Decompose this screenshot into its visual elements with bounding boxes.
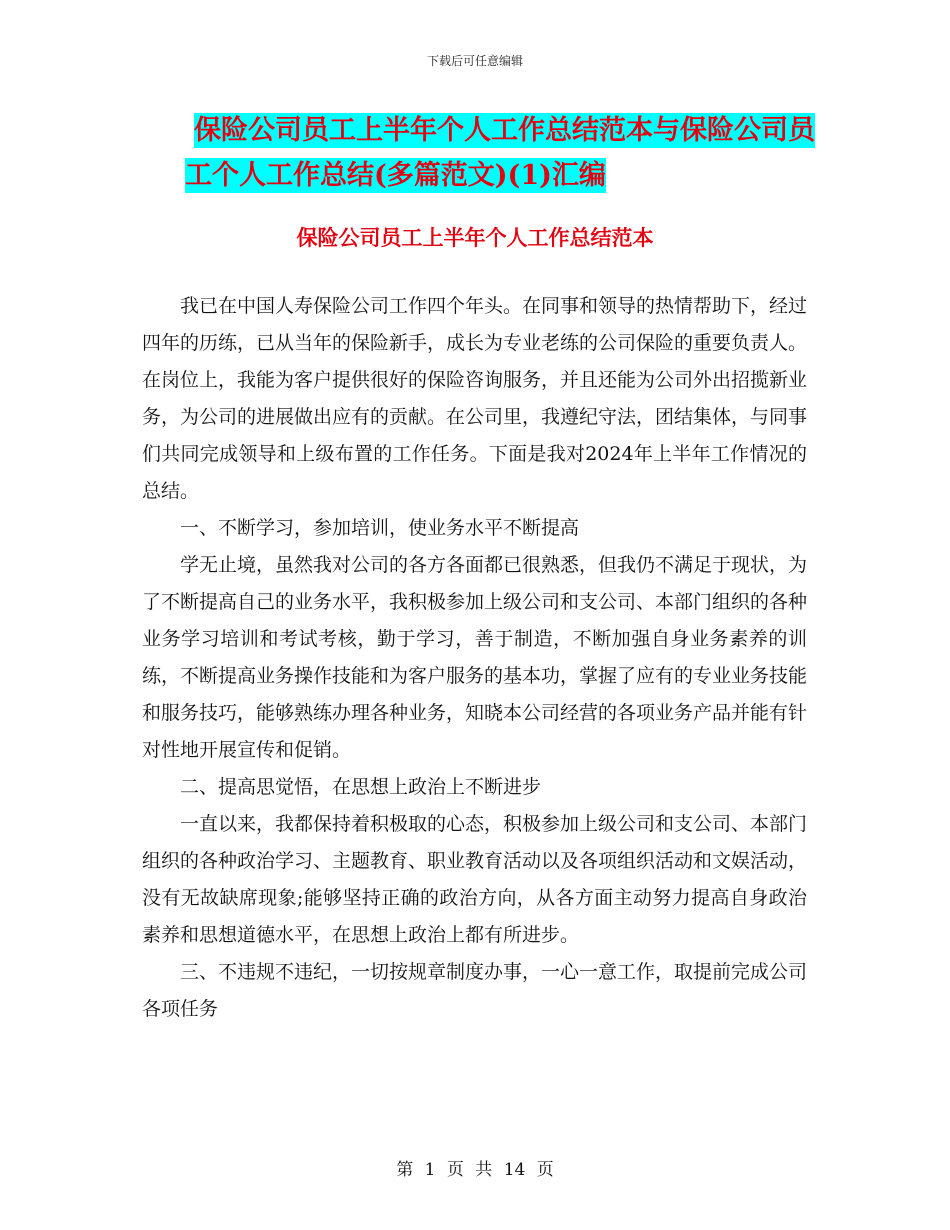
body-text [142, 288, 807, 1028]
header-note: 下载后可任意编辑 [426, 54, 523, 68]
paragraph: 一、不断学习，参加培训，使业务水平不断提高 [180, 517, 580, 539]
section-title: 保险公司员工上半年个人工作总结范本 [296, 225, 654, 250]
page-footer: 第 1 页 共 14 页 [396, 1160, 554, 1180]
paragraph: 一直以来，我都保持着积极取的心态，积极参加上级公司和支公司、本部门组织的各种政治学习、主题教育、职业教育活动以及各项组织活动和文娱活动，没有无故缺席现象;能够坚持正确的政治方向，从各方面主动努力提高自身政治素养和思想道德水平，在思想上政治上都有所进步。 [142, 813, 808, 946]
paragraph: 二、提高思觉悟，在思想上政治上不断进步 [180, 776, 542, 798]
paragraph: 三、不违规不违纪，一切按规章制度办事，一心一意工作，取提前完成公司各项任务 [142, 961, 808, 1020]
paragraph: 我已在中国人寿保险公司工作四个年头。在同事和领导的热情帮助下，经过四年的历练，已从当年的保险新手，成长为专业老练的公司保险的重要负责人。在岗位上，我能为客户提供很好的保险咨询服务，并且还能为公司外出招揽新业务，为公司的进展做出应有的贡献。在公司里，我遵纪守法，团结集体，与同事们共同完成领导和上级布置的工作任务。下面是我对2024年上半年工作情况的总结。 [142, 295, 808, 502]
paragraph: 学无止境，虽然我对公司的各方各面都已很熟悉，但我仍不满足于现状，为了不断提高自己的业务水平，我积极参加上级公司和支公司、本部门组织的各种业务学习培训和考试考核，勤于学习，善于制造，不断加强自身业务素养的训练，不断提高业务操作技能和为客户服务的基本功，掌握了应有的专业业务技能和服务技巧，能够熟练办理各种业务，知晓本公司经营的各项业务产品并能有针对性地开展宣传和促销。 [142, 554, 808, 761]
document-title [145, 108, 825, 198]
title-line-1: 保险公司员工上半年个人工作总结范本与保险公司员 [194, 115, 815, 146]
title-line-2: 工个人工作总结(多篇范文)(1)汇编 [185, 160, 606, 191]
